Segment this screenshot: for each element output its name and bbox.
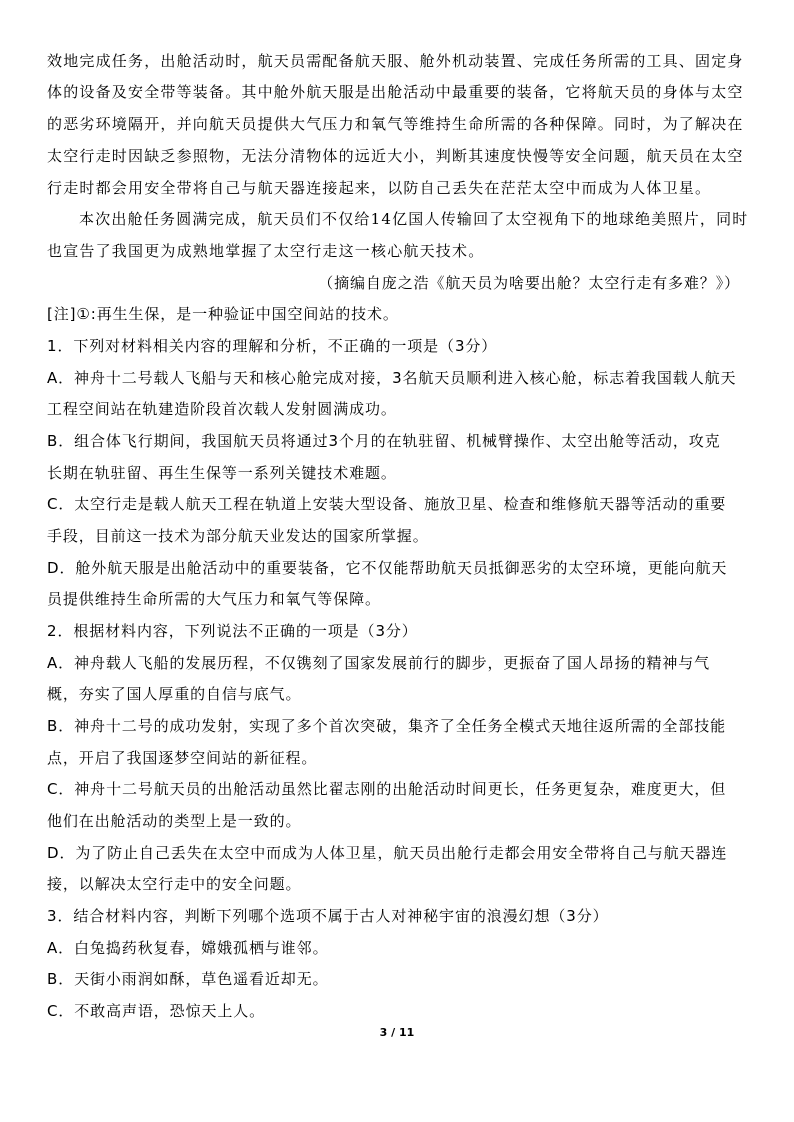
page-number: 3 / 11 [379,1026,415,1039]
passage-line: 的恶劣环境隔开，并向航天员提供大气压力和氧气等维持生命所需的各种保障。同时，为了解决在 [47,115,744,133]
passage-line: 本次出舱任务圆满完成，航天员们不仅给14亿国人传输回了太空视角下的地球绝美照片，同时 [79,210,749,228]
option-a-continued: 工程空间站在轨建造阶段首次载人发射圆满成功。 [47,400,397,418]
option-b: B．天街小雨润如酥，草色遥看近却无。 [47,970,329,988]
question-stem: 3．结合材料内容，判断下列哪个选项不属于古人对神秘宇宙的浪漫幻想（3分） [47,907,609,925]
option-c-continued: 他们在出舱活动的类型上是一致的。 [47,812,302,830]
option-a: A．神舟载人飞船的发展历程，不仅镌刻了国家发展前行的脚步，更振奋了国人昂扬的精神与气 [47,654,711,672]
option-a-continued: 概，夯实了国人厚重的自信与底气。 [47,685,302,703]
passage-line: 效地完成任务，出舱活动时，航天员需配备航天服、舱外机动装置、完成任务所需的工具、固定身 [47,52,744,70]
option-b: B．组合体飞行期间，我国航天员将通过3个月的在轨驻留、机械臂操作、太空出舱等活动，攻克 [47,432,721,450]
passage-line: 行走时都会用安全带将自己与航天器连接起来，以防自己丢失在茫茫太空中而成为人体卫星。 [47,179,712,197]
option-d-continued: 员提供维持生命所需的大气压力和氧气等保障。 [47,590,381,608]
passage-line: 太空行走时因缺乏参照物，无法分清物体的远近大小，判断其速度快慢等安全问题，航天员在太空 [47,147,744,165]
option-a: A．白兔捣药秋复春，嫦娥孤栖与谁邻。 [47,939,329,957]
question-stem: 1．下列对材料相关内容的理解和分析，不正确的一项是（3分） [47,337,498,355]
passage-line: 体的设备及安全带等装备。其中舱外航天服是出舱活动中最重要的装备，它将航天员的身体与太空 [47,83,744,101]
option-d-continued: 接，以解决太空行走中的安全问题。 [47,875,302,893]
option-c-continued: 手段，目前这一技术为部分航天业发达的国家所掌握。 [47,527,429,545]
question-stem: 2．根据材料内容，下列说法不正确的一项是（3分） [47,622,418,640]
option-d: D．舱外航天服是出舱活动中的重要装备，它不仅能帮助航天员抵御恶劣的太空环境，更能向航天 [47,559,728,577]
option-b-continued: 长期在轨驻留、再生生保等一系列关键技术难题。 [47,464,397,482]
option-b: B．神舟十二号的成功发射，实现了多个首次突破，集齐了全任务全模式天地往返所需的全部技能 [47,717,726,735]
option-a: A．神舟十二号载人飞船与天和核心舱完成对接，3名航天员顺利进入核心舱，标志着我国载人航天 [47,369,737,387]
option-d: D．为了防止自己丢失在太空中而成为人体卫星，航天员出舱行走都会用安全带将自己与航天器连 [47,844,728,862]
option-c: C．神舟十二号航天员的出舱活动虽然比翟志刚的出舱活动时间更长，任务更复杂，难度更大，但 [47,780,727,798]
option-c: C．太空行走是载人航天工程在轨道上安装大型设备、施放卫星、检查和维修航天器等活动的重要 [47,495,727,513]
source-citation: （摘编自庞之浩《航天员为啥要出舱？太空行走有多难？》） [318,274,740,292]
footnote: [注]①:再生生保，是一种验证中国空间站的技术。 [47,305,399,323]
passage-line: 也宣告了我国更为成熟地掌握了太空行走这一核心航天技术。 [47,242,485,260]
option-c: C．不敢高声语，恐惊天上人。 [47,1002,266,1020]
option-b-continued: 点，开启了我国逐梦空间站的新征程。 [47,749,318,767]
